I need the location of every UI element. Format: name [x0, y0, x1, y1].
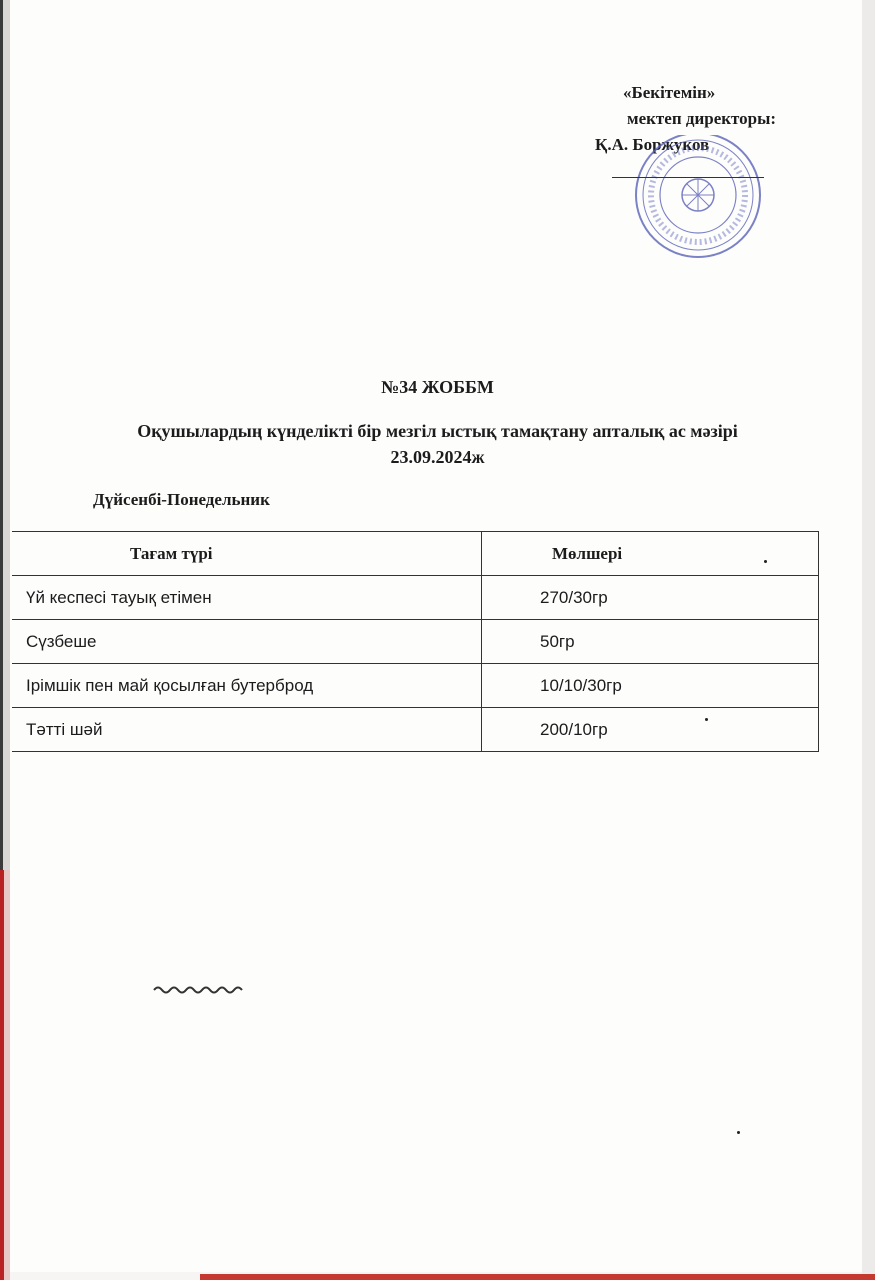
dish-cell: Ірімшік пен май қосылған бутерброд: [12, 664, 482, 708]
speck: [705, 718, 708, 721]
dish-cell: Сүзбеше: [12, 620, 482, 664]
amount-cell: 10/10/30гр: [482, 664, 819, 708]
table-row: [12, 708, 819, 752]
school-name: №34 ЖОББМ: [381, 377, 494, 397]
table-row: [12, 576, 819, 620]
amount-cell: 50гр: [482, 620, 819, 664]
menu-date: 23.09.2024ж: [390, 447, 485, 467]
official-stamp: [620, 135, 775, 270]
dish-cell: Үй кеспесі тауық етімен: [12, 576, 482, 620]
approval-name: Қ.А. Боржуков: [595, 135, 710, 154]
speck: [764, 560, 767, 563]
menu-title: Оқушылардың күнделікті бір мезгіл ыстық тамақтану апталық ас мәзірі: [137, 421, 738, 441]
amount-cell: 270/30гр: [482, 576, 819, 620]
header-dish: Тағам түрі: [12, 532, 482, 576]
approval-role: мектеп директоры:: [627, 109, 777, 128]
header-amount: Мөлшері: [482, 532, 819, 576]
approval-heading: «Бекітемін»: [623, 83, 716, 102]
table-header-row: [12, 532, 819, 576]
scan-red-edge: [0, 870, 10, 1280]
scribble-mark: [152, 983, 244, 995]
speck: [737, 1131, 740, 1134]
signature-line: [612, 177, 764, 178]
table-row: [12, 664, 819, 708]
table-row: [12, 620, 819, 664]
menu-table: [12, 531, 819, 752]
dish-cell: Тәтті шәй: [12, 708, 482, 752]
scan-right-edge: [862, 0, 875, 1280]
scan-bottom-edge: [200, 1274, 875, 1280]
amount-cell: 200/10гр: [482, 708, 819, 752]
day-heading: Дүйсенбі-Понедельник: [93, 490, 270, 509]
